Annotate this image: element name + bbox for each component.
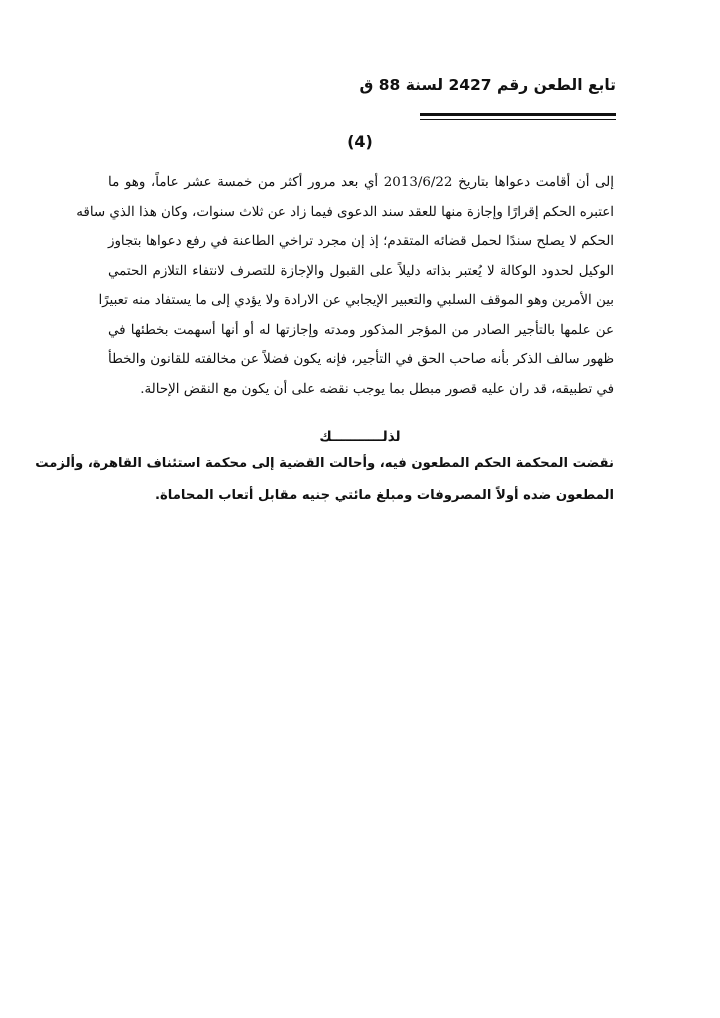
body-line: الحكم لا يصلح سندًا لحمل قضائه المتقدم؛ إذ إن مجرد تراخي الطاعنة في رفع دعواها بتجاوز: [108, 234, 614, 249]
body-line: الوكيل لحدود الوكالة لا يُعتبر بذاته دليلاً على القبول والإجازة للتصرف لانتفاء التلازم الحتمي: [108, 263, 614, 279]
body-line: عن علمها بالتأجير الصادر من المؤجر المذكور ومدته وإجازتها له أو أنها أسهمت بخطئها في: [108, 322, 614, 338]
ruling-paragraph: [35, 448, 614, 512]
ruling-line: المطعون ضده أولاً المصروفات ومبلغ مائتي جنيه مقابل أتعاب المحاماة.: [154, 488, 614, 503]
page-number: (4): [347, 132, 373, 151]
ruling-line: نقضت المحكمة الحكم المطعون فيه، وأحالت القضية إلى محكمة استئناف القاهرة، وألزمت: [35, 456, 614, 471]
header-rule-thin: [420, 119, 616, 120]
body-line: إلى أن أقامت دعواها بتاريخ 2013/6/22 أي بعد مرور أكثر من خمسة عشر عاماً، وهو ما: [108, 175, 614, 190]
body-line: اعتبره الحكم إقرارًا وإجازة منها للعقد سند الدعوى فيما زاد عن ثلاث سنوات، وكان هذا الذي ساقه: [76, 204, 614, 220]
body-line: ظهور سالف الذكر بأنه صاحب الحق في التأجير، فإنه يكون فضلاً عن مخالفته للقانون والخطأ: [108, 352, 614, 367]
header-rule-thick: [420, 113, 616, 116]
therefore-heading: لذلـــــــــــك: [319, 429, 401, 445]
body-line: في تطبيقه، قد ران عليه قصور مبطل بما يوجب نقضه على أن يكون مع النقض الإحالة.: [140, 381, 614, 397]
case-title: تابع الطعن رقم 2427 لسنة 88 ق: [359, 76, 616, 94]
body-line: بين الأمرين وهو الموقف السلبي والتعبير الإيجابي عن الارادة ولا يؤدي إلى ما يستفاد منه تعبيرًا: [98, 293, 614, 308]
body-paragraph: [76, 168, 614, 404]
